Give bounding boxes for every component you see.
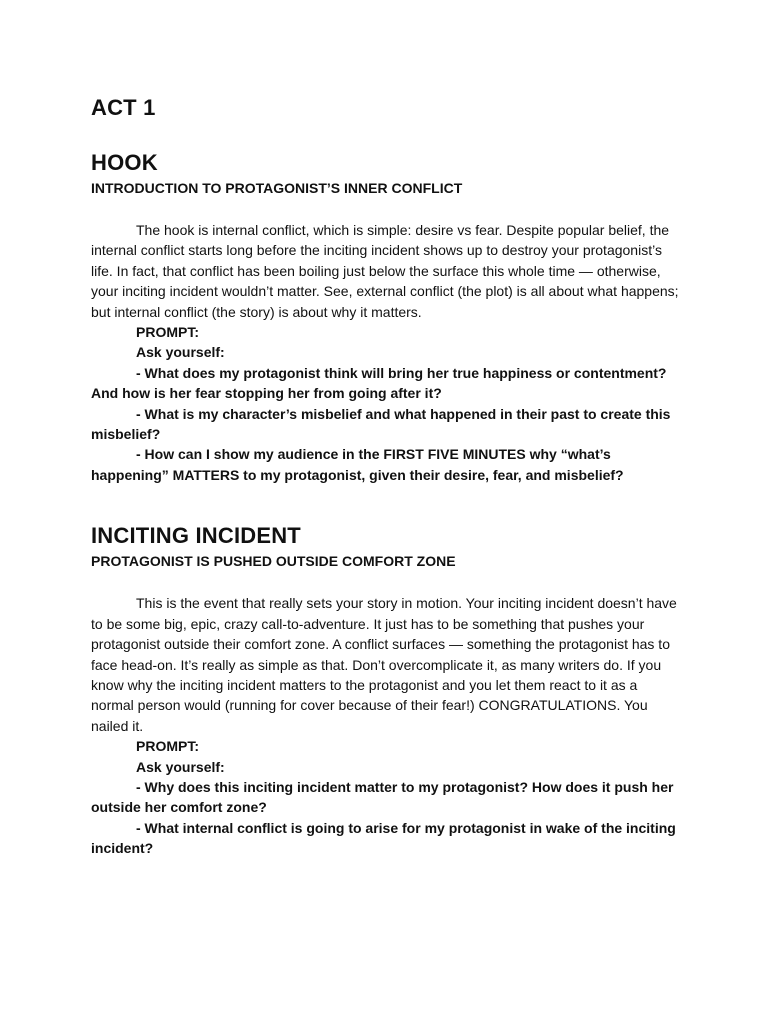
ask-yourself-label: Ask yourself: [136,344,225,361]
section-title: HOOK [91,150,158,175]
section-inciting-incident [91,521,681,858]
prompt-question: - What is my character’s misbelief and what happened in their past to create this misbelief? [91,405,671,443]
document-page [91,93,681,859]
prompt-question: - How can I show my audience in the FIRST FIVE MINUTES why “what’s happening” MATTERS to my protagonist, given their desire, fear, and misbelief? [91,446,624,483]
spacer [91,123,681,148]
body-paragraph: This is the event that really sets your story in motion. Your inciting incident doesn’t have to be some big, epic, crazy call-to-adventure. It just has to be something that pushes your protagonist outside their comfort zone. A conflict surfaces — something the protagonist has to face head-on. It’s really as simple as that. Don’t overcomplicate it, as many writers do. If you know why the inciting incident matters to the protagonist and you let them react to it as a normal person would (running for cover because of their fear!) CONGRATULATIONS. You nailed it. [91,595,677,734]
section-subtitle: INTRODUCTION TO PROTAGONIST’S INNER CONFLICT [91,180,463,196]
section-hook [91,148,681,485]
body-paragraph: The hook is internal conflict, which is simple: desire vs fear. Despite popular belief, the internal conflict starts long before the inciting incident shows up to destroy your protagonist’s life. In fact, that conflict has been boiling just below the surface this whole time — otherwise, your inciting incident wouldn’t matter. See, external conflict (the plot) is all about what happens; but internal conflict (the story) is about why it matters. [91,222,679,320]
prompt-question: - What does my protagonist think will bring her true happiness or contentment? And how is her fear stopping her from going after it? [91,364,667,402]
spacer [91,485,681,521]
act-title: ACT 1 [91,95,156,120]
prompt-label: PROMPT: [136,738,199,755]
section-subtitle: PROTAGONIST IS PUSHED OUTSIDE COMFORT ZONE [91,553,456,570]
prompt-question: - What internal conflict is going to arise for my protagonist in wake of the inciting incident? [91,819,676,857]
ask-yourself-label: Ask yourself: [136,758,225,775]
section-title: INCITING INCIDENT [91,523,301,549]
prompt-label: PROMPT: [136,324,199,341]
prompt-question: - Why does this inciting incident matter to my protagonist? How does it push her outside her comfort zone? [91,778,674,816]
spacer [91,571,681,593]
spacer [91,198,681,220]
